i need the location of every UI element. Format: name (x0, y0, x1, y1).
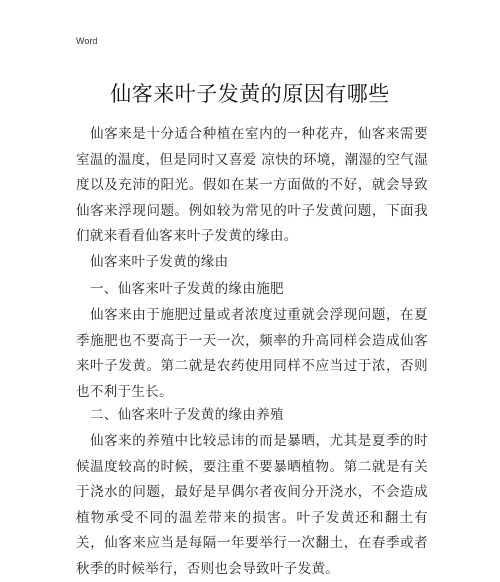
subsection-2-paragraph: 仙客来的养殖中比较忌讳的而是暴晒，尤其是夏季的时候温度较高的时候，要注重不要暴晒植物。第二就是有关于浇水的问题，最好是早偶尔者夜间分开浇水，不会造成植物承受不同的温差带来的损害。叶子发黄还和翻土有关，仙客来应当是每隔一年要举行一次翻土，在春季或者秋季的时候举行，否则也会导致叶子发黄。 (76, 433, 428, 577)
subsection-1-heading: 一、仙客来叶子发黄的缘由施肥 (90, 281, 284, 297)
subsection-1-paragraph: 仙客来由于施肥过量或者浓度过重就会浮现问题，在夏季施肥也不要高于一天一次，频率的升高同样会造成仙客来叶子发黄。第二就是农药使用同样不应当过于浓，否则也不利于生长。 (76, 307, 428, 400)
intro-paragraph: 仙客来是十分适合种植在室内的一种花卉，仙客来需要室温的温度，但是同时又喜爱 凉快的环境，潮湿的空气湿度以及充沛的阳光。假如在某一方面做的不好，就会导致仙客来浮现问题。例如较为常见的叶子发黄问题，下面我们就来看看仙客来叶子发黄的缘由。 (76, 126, 428, 244)
document-title: 仙客来叶子发黄的原因有哪些 (110, 82, 390, 106)
app-header-label: Word (76, 36, 98, 46)
section-heading: 仙客来叶子发黄的缘由 (90, 254, 229, 270)
subsection-2-heading: 二、仙客来叶子发黄的缘由养殖 (90, 407, 284, 423)
